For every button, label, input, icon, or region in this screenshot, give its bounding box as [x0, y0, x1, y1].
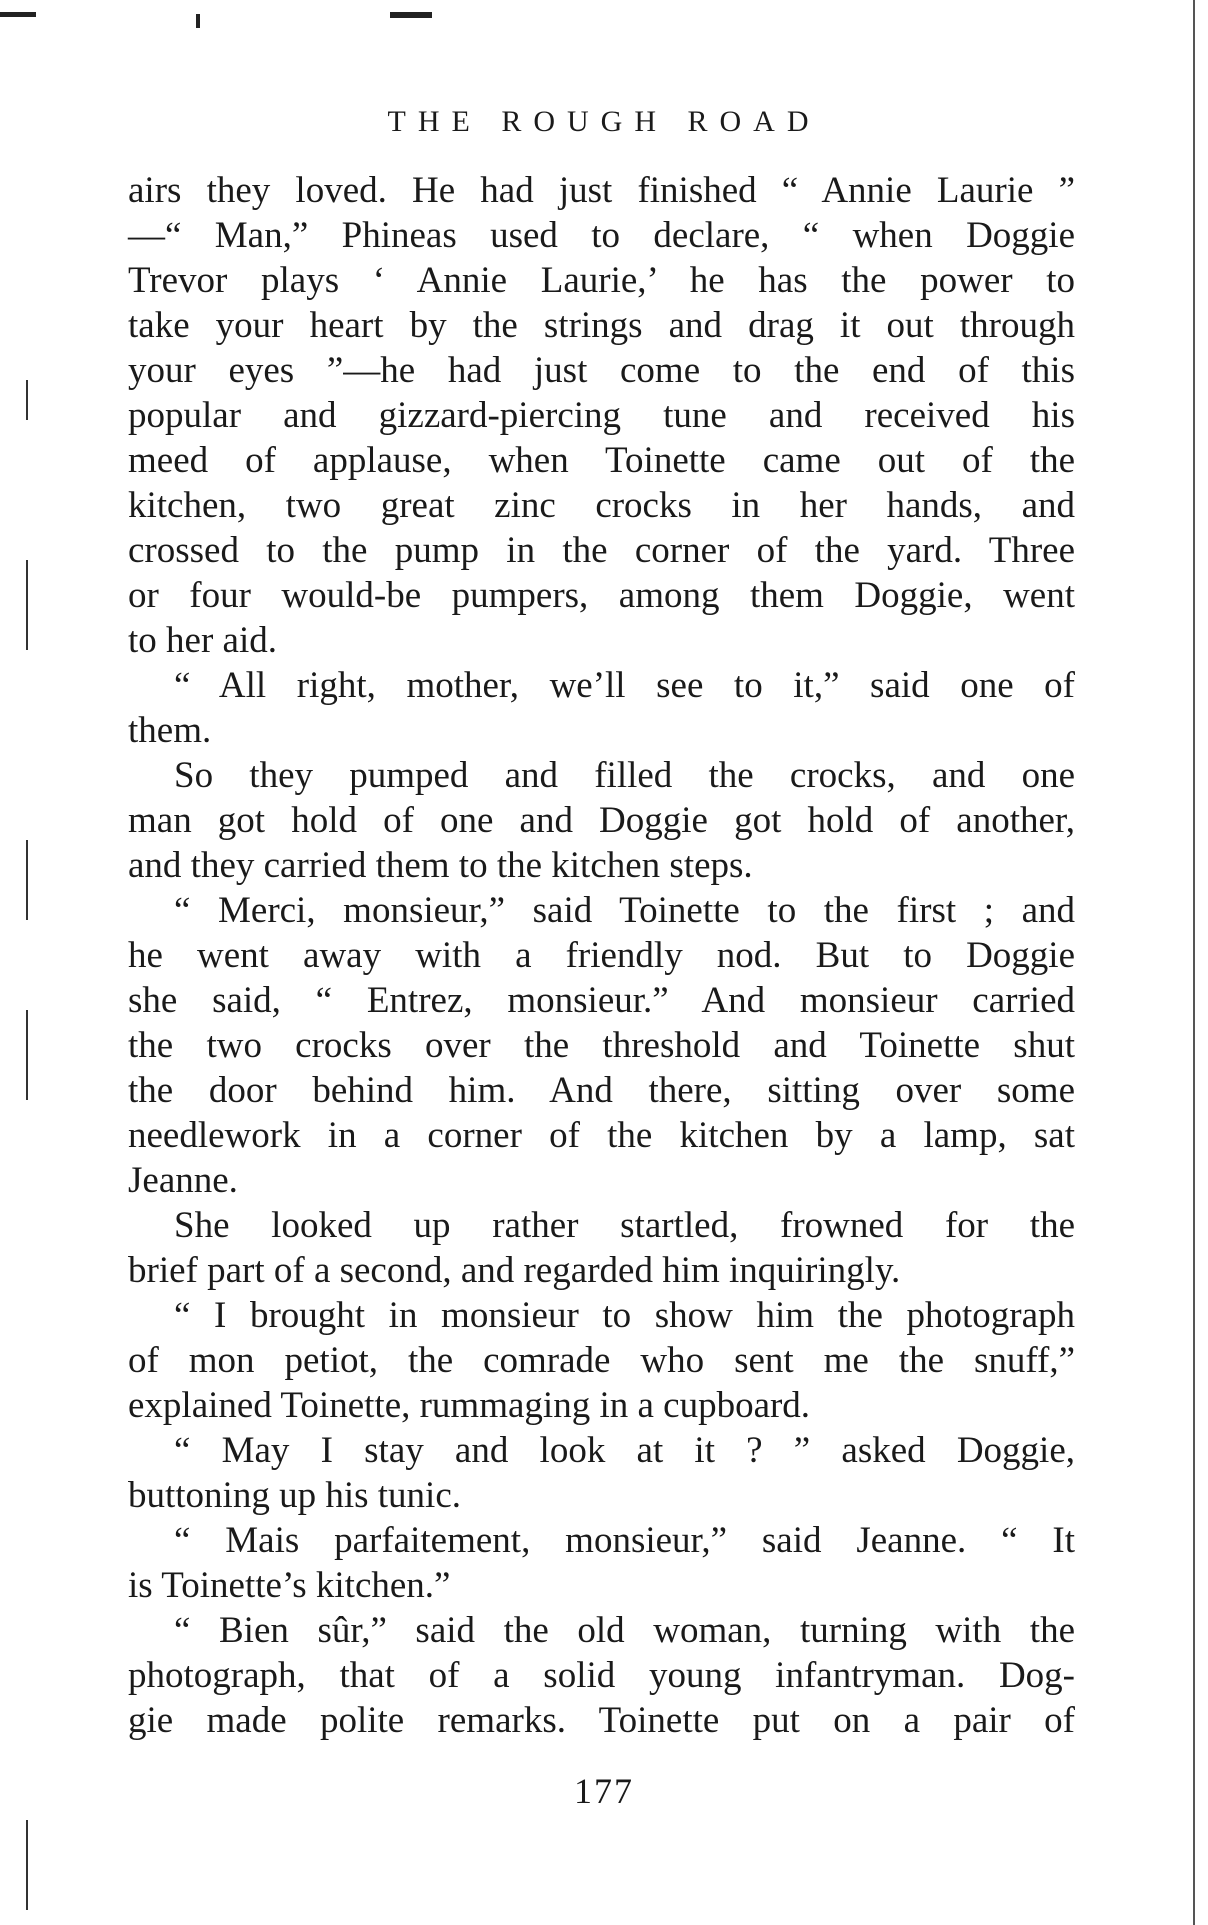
text-line: Trevor plays ‘ Annie Laurie,’ he has the power to: [128, 260, 1075, 301]
text-line: gie made polite remarks. Toinette put on a pair of: [128, 1700, 1075, 1741]
page-number: 177: [574, 1771, 634, 1811]
text-line: airs they loved. He had just finished “ Annie Laurie ”: [128, 170, 1075, 211]
text-line: photograph, that of a solid young infantryman. Dog-: [128, 1655, 1075, 1696]
text-line: “ Mais parfaitement, monsieur,” said Jeanne. “ It: [174, 1520, 1075, 1561]
running-head: THE ROUGH ROAD: [387, 105, 821, 138]
text-line: needlework in a corner of the kitchen by a lamp, sat: [128, 1115, 1075, 1156]
text-line: So they pumped and filled the crocks, and one: [174, 755, 1075, 796]
text-line: man got hold of one and Doggie got hold of another,: [128, 800, 1075, 841]
text-line: is Toinette’s kitchen.”: [128, 1565, 451, 1606]
text-line: explained Toinette, rummaging in a cupboard.: [128, 1385, 811, 1426]
text-line: the two crocks over the threshold and Toinette shut: [128, 1025, 1075, 1066]
text-line: and they carried them to the kitchen steps.: [128, 845, 753, 886]
text-line: brief part of a second, and regarded him inquiringly.: [128, 1250, 901, 1291]
scan-edge-mark: [26, 1820, 28, 1910]
text-line: them.: [128, 710, 212, 751]
text-line: kitchen, two great zinc crocks in her hands, and: [128, 485, 1075, 526]
text-line: “ May I stay and look at it ? ” asked Doggie,: [174, 1430, 1075, 1471]
text-line: she said, “ Entrez, monsieur.” And monsieur carried: [128, 980, 1075, 1021]
text-line: She looked up rather startled, frowned for the: [174, 1205, 1075, 1246]
gutter-rule: [1193, 0, 1195, 1925]
text-line: “ Merci, monsieur,” said Toinette to the first ; and: [174, 890, 1075, 931]
scan-edge-mark: [26, 1010, 28, 1100]
scan-artifact: [196, 14, 200, 28]
text-line: the door behind him. And there, sitting over some: [128, 1070, 1075, 1111]
scan-artifact: [0, 12, 36, 17]
scan-artifact: [390, 12, 432, 18]
text-line: or four would-be pumpers, among them Doggie, went: [128, 575, 1075, 616]
text-line: “ I brought in monsieur to show him the photograph: [174, 1295, 1075, 1336]
text-line: popular and gizzard-piercing tune and received his: [128, 395, 1075, 436]
text-line: take your heart by the strings and drag it out through: [128, 305, 1075, 346]
text-line: of mon petiot, the comrade who sent me the snuff,”: [128, 1340, 1075, 1381]
scan-edge-mark: [26, 380, 28, 420]
text-line: to her aid.: [128, 620, 277, 661]
scan-edge-mark: [26, 840, 28, 920]
text-line: Jeanne.: [128, 1160, 238, 1201]
body-text: [128, 168, 1075, 1743]
text-line: —“ Man,” Phineas used to declare, “ when Doggie: [128, 215, 1075, 256]
text-line: “ All right, mother, we’ll see to it,” said one of: [174, 665, 1075, 706]
text-line: buttoning up his tunic.: [128, 1475, 461, 1516]
text-line: meed of applause, when Toinette came out of the: [128, 440, 1075, 481]
text-line: “ Bien sûr,” said the old woman, turning with the: [174, 1610, 1075, 1651]
text-line: he went away with a friendly nod. But to Doggie: [128, 935, 1075, 976]
scan-edge-mark: [26, 560, 28, 650]
text-line: crossed to the pump in the corner of the yard. Three: [128, 530, 1075, 571]
text-line: your eyes ”—he had just come to the end of this: [128, 350, 1075, 391]
